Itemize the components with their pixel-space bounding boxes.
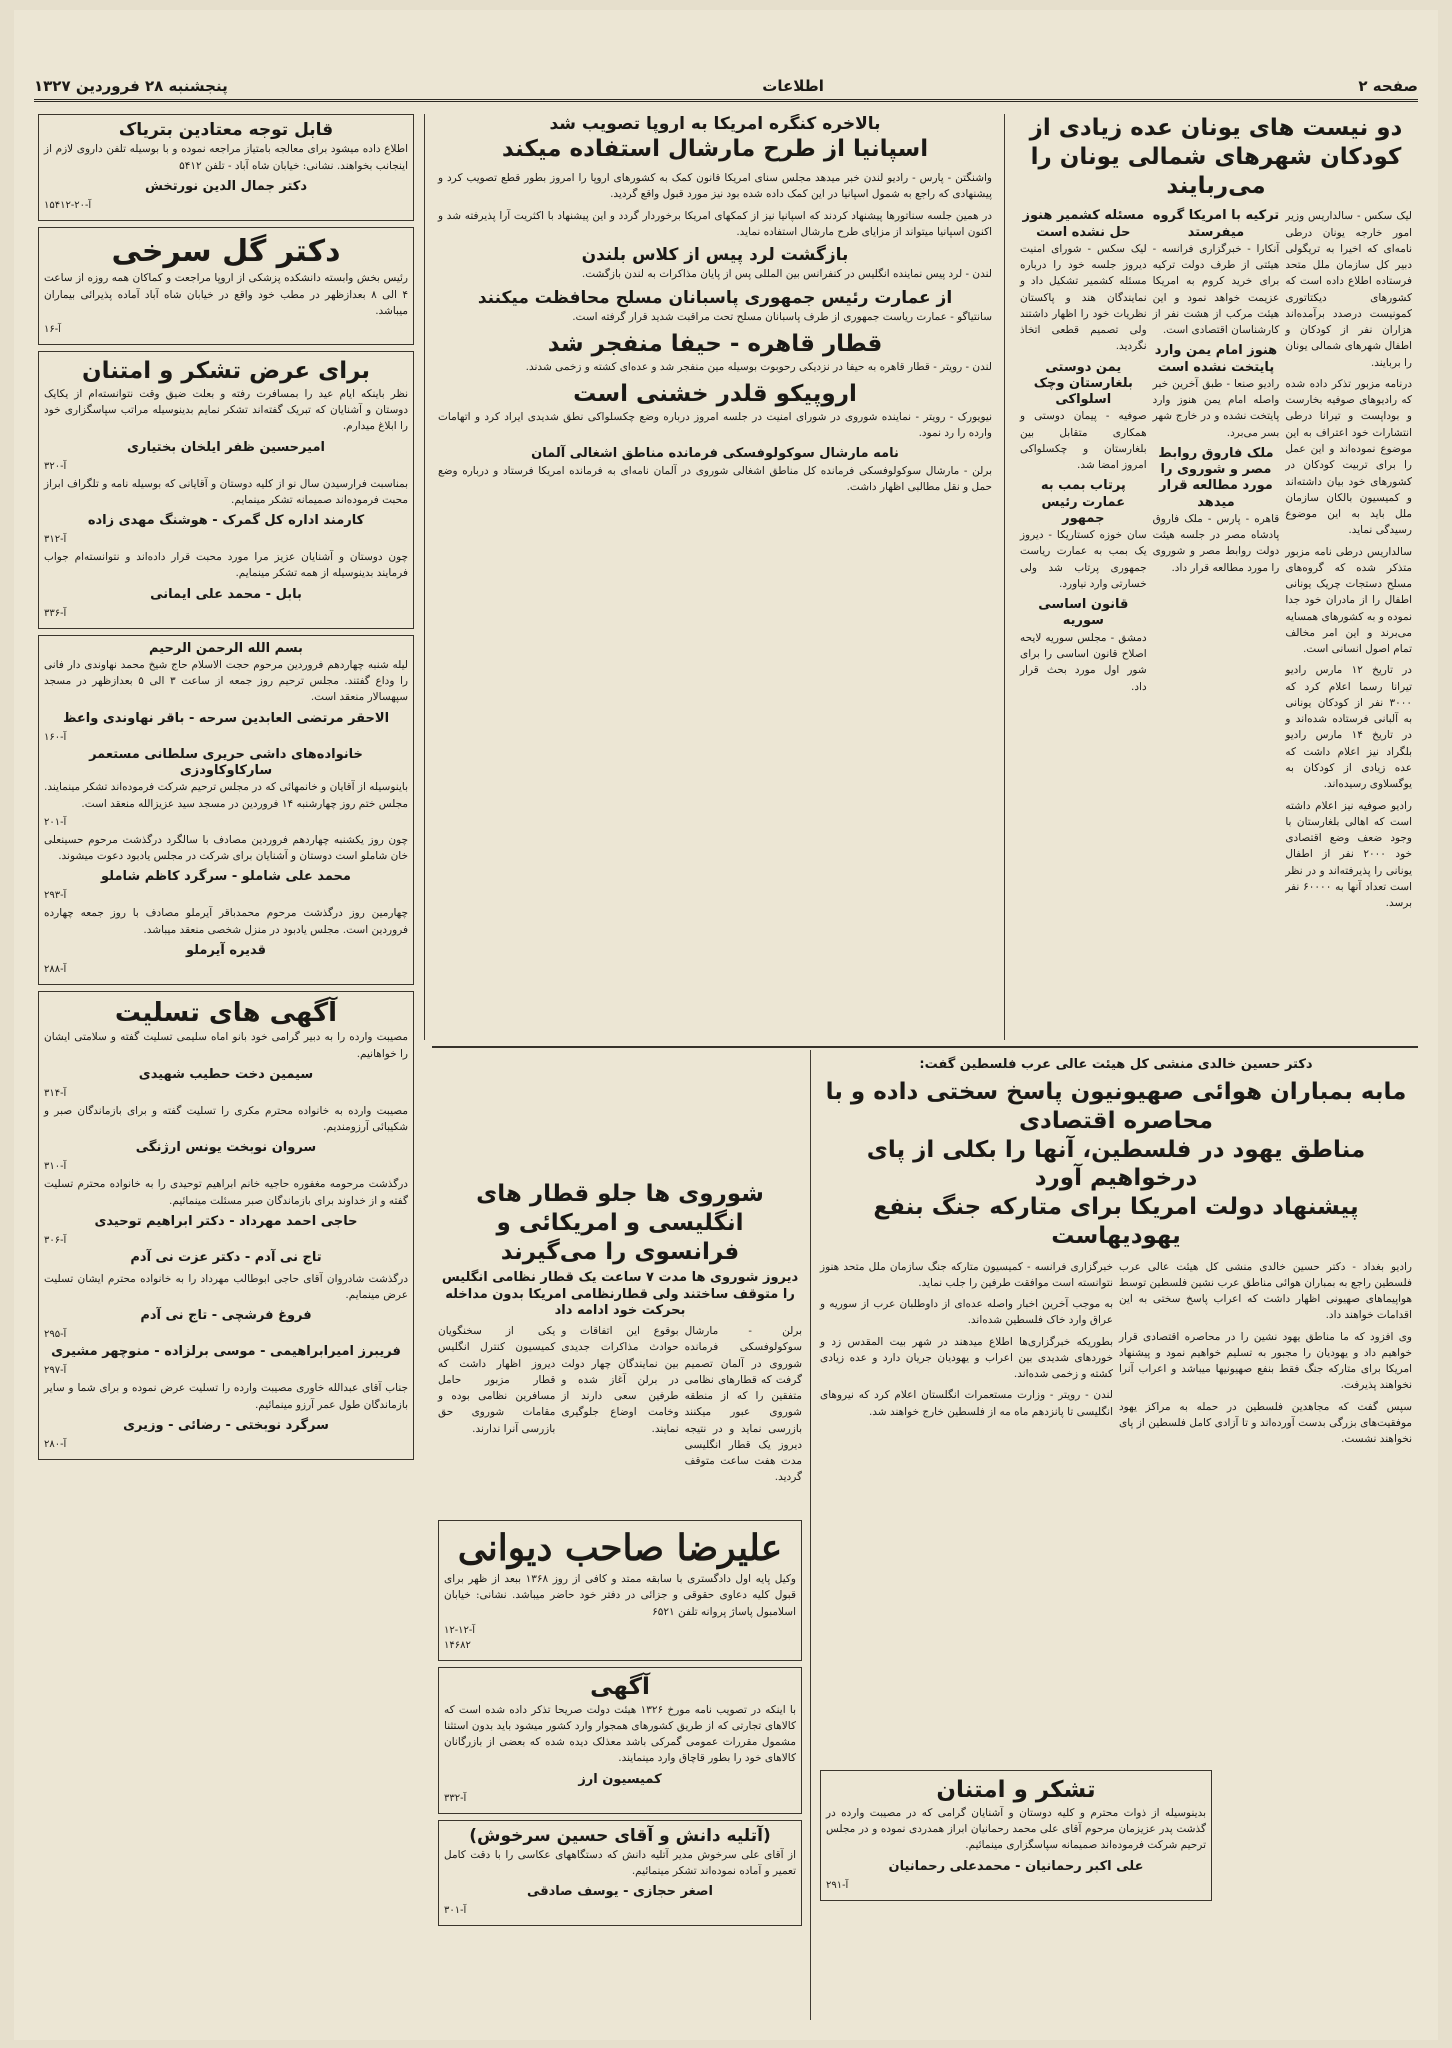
ad-thanks <box>38 351 414 629</box>
news-title: ترکیه با امریکا گروه میفرستد <box>1152 208 1280 240</box>
palestine-col-a <box>1119 1259 1412 1453</box>
paper-name: اطلاعات <box>762 76 824 95</box>
news-text: لیک سکس - شورای امنیت دیروز جلسه خود را درباره مسئله کشمیر تشکیل داد و نمایندگان هند و پاکستان نظریات خود را اظهار داشتند ولی تصمیم قطعی اتخاذ نگردید. <box>1019 242 1147 353</box>
ad-ref: آ-۲۸۰ <box>44 1438 67 1450</box>
ad-title: قابل توجه معتادین بتریاک <box>118 120 334 140</box>
newspaper-page <box>14 10 1438 2040</box>
ad-signature: حاجی احمد مهرداد - دکتر ابراهیم توحیدی <box>94 1213 358 1229</box>
ad-title: (آتلیه دانش و آقای حسین سرخوش) <box>469 1825 771 1846</box>
ad-ref: آ-۳۱۲ <box>44 534 67 546</box>
ad-text: بمناسبت فرارسیدن سال نو از کلیه دوستان و آقایانی که بوسیله نامه و تلگراف ابراز محبت فرموده‌اند صمیمانه تشکر مینمایم. <box>44 477 408 506</box>
ad-text: درگذشت مرحومه مغفوره حاجیه خانم ابراهیم توحیدی را به خانواده محترم تسلیت گفته و از خداوند برای بازماندگان صبر مسئلت مینمائیم. <box>44 1178 408 1207</box>
headline-palestine: مابه بمباران هوائی صهیونیون پاسخ سختی داده و با محاصره اقتصادی <box>825 1079 1407 1134</box>
headline-greece-children: دو نیست های یونان عده زیادی از کودکان شهرهای شمالی یونان را می‌ربایند <box>1029 115 1403 199</box>
article-text: لندن - رویتر - وزارت مستعمرات انگلستان اعلام کرد که نیروهای انگلیسی تا پانزدهم ماه مه از فلسطین خارج خواهند شد. <box>820 1389 1113 1418</box>
short-news-column-a <box>1153 208 1280 916</box>
ad-title: بسم الله الرحمن الرحیم <box>149 640 303 656</box>
ad-signature: دکتر جمال الدین نورتخش <box>144 178 308 194</box>
ad-text: چهارمین روز درگذشت مرحوم محمدباقر آیرملو مصادف با روز جمعه چهارده فروردین است. مجلس یادبود در منزل شخصی منعقد میباشد. <box>44 907 408 936</box>
ad-text: با اینکه در تصویب نامه مورخ ۱۳۲۶ هیئت دولت صریحا تذکر داده شده است که کالاهای تجارتی که از طریق کشورهای همجوار وارد کشور میشود باید بدون استثنا مشمول مقررات عمومی گمرکی باشد معذلک دیده شده که بعضی از بازرگانان کالاهای خود را بطور قاچاق وارد مینمایند. <box>444 1703 796 1765</box>
ad-ref: آ-۲۹۷ <box>44 1365 67 1377</box>
news-text: قاهره - پارس - ملک فاروق پادشاه مصر در جلسه هیئت دولت روابط مصر و شوروی را مورد مطالعه قرار داد. <box>1152 512 1280 574</box>
article-text: در همین جلسه سناتورها پیشنهاد کردند که اسپانیا نیز از کمکهای امریکا برخوردار گردد و این پیشنهاد با اکثریت آرا پذیرفته شد و اکنون اسپانیا میتواند از مزایای طرح مارشال استفاده نماید. <box>438 209 992 238</box>
condolence-section <box>38 991 414 1460</box>
news-text: لندن - لرد پیس نماینده انگلیس در کنفرانس بین المللی پس از پایان مذاکرات به لندن بازگشت. <box>581 268 992 281</box>
headline-spain-marshall: اسپانیا از طرح مارشال استفاده میکند <box>501 136 929 163</box>
ad-signature: علی اکبر رحمانیان - محمدعلی رحمانیان <box>888 1858 1144 1874</box>
ad-ref: آ-۲۰-۱۵۴۱۲ <box>44 199 92 211</box>
ad-ref: آ-۲۸۸ <box>44 963 67 975</box>
article-text: واشنگتن - پارس - رادیو لندن خبر میدهد مجلس سنای امریکا قانون کمک به کشورهای اروپا را امروز بطور قطع تصویب کرد و پیشنهادی که راجع به شمول اسپانیا در این کمک داده شده بود نیز مورد قبول واقع گردید. <box>438 172 992 201</box>
news-title: پرتاب بمب به عمارت رئیس جمهور <box>1040 478 1126 526</box>
ad-signature: تاج نی آدم - دکتر عزت نی آدم <box>130 1249 322 1265</box>
greece-article <box>1285 208 1412 916</box>
ad-signature: اصغر حجازی - یوسف صادقی <box>526 1884 714 1900</box>
article-text: به موجب آخرین اخبار واصله عده‌ای از داوطلبان عرب از سوریه و عراق وارد خاک فلسطین شده‌اند. <box>820 1298 1113 1327</box>
ad-ref: آ-۱۶۰ <box>44 731 67 743</box>
ad-lawyer <box>438 1520 802 1661</box>
ad-ref: ۱۴۶۸۲ <box>444 1639 471 1651</box>
ad-signature: سرگرد نوبختی - رضائی - وزیری <box>123 1417 329 1433</box>
headline-security-council: اروپیکو قلدر خشنی است <box>573 381 857 408</box>
article-text: برلن - مارشال سوکولوفسکی فرمانده شوروی در آلمان تصمیم گرفت که قطارهای نظامی متفقین را که از منطقه شوروی عبور میکنند بازرسی نماید و در نتیجه دیروز یک قطار انگلیسی مدت هفت ساعت متوقف گردید. <box>684 1325 802 1484</box>
news-text: سان خوزه کستاریکا - دیروز یک بمب به عمارت ریاست جمهوری پرتاب شد ولی خسارتی وارد نیاورد. <box>1019 529 1147 590</box>
ad-signature: محمد علی شاملو - سرگرد کاظم شاملو <box>101 869 351 885</box>
column-middle-news <box>432 114 998 1040</box>
ad-text: چون روز یکشنبه چهاردهم فروردین مصادف با سالگرد درگذشت مرحوم حسینعلی خان شاملو است دوستان و آشنایان برای شرکت در مجلس یادبود دعوت میشوند. <box>44 833 408 863</box>
ad-text: جناب آقای عبدالله خاوری مصیبت وارده را تسلیت عرض نموده و برای شما و سایر بازماندگان طول عمر آرزو مینمائیم. <box>44 1382 408 1411</box>
ad-ref: آ-۳۳۶ <box>44 607 67 619</box>
ad-ref: آ-۱۲-۱۲ <box>444 1624 476 1636</box>
ad-signature: قدیره آیرملو <box>185 942 267 958</box>
ad-signature: سروان نوبخت یونس ارژنگی <box>135 1140 317 1156</box>
news-text: رادیو صنعا - طبق آخرین خبر واصله امام یمن هنوز وارد پایتخت نشده و در خارج شهر بسر می‌برد. <box>1152 377 1280 439</box>
ad-title: دکتر گل سرخی <box>111 233 341 269</box>
headline-palestine-3: پیشنهاد دولت امریکا برای متارکه جنگ بنفع یهودیهاست <box>873 1194 1359 1249</box>
article-text: لیک سکس - سالداریس وزیر امور خارجه یونان درطی نامه‌ای که اخیرا به تریگولی دبیر کل سازمان ملل متحد فرستاده اطلاع داده است که کشورهای دیکتاتوری کمونیست درصدد برآمده‌اند هزاران نفر از کودکان و اطفال شهرهای شمالی یونان را بربایند. <box>1285 210 1412 369</box>
column-divider <box>810 1050 811 2020</box>
ad-text: لیله شنبه چهاردهم فروردین مرحوم حجت الاسلام حاج شیخ محمد نهاوندی دار فانی را وداع گفتند. مجلس ترحیم روز جمعه از ساعت ۳ الی ۵ بعدازظهر در مسجد سپهسالار منعقد است. <box>44 658 409 704</box>
ad-signature: الاحقر مرتضی العابدین سرحه - باقر نهاوندی واعظ <box>62 710 390 726</box>
issue-date: پنجشنبه ۲۸ فروردین ۱۳۲۷ <box>34 76 228 95</box>
news-text: صوفیه - پیمان دوستی و همکاری متقابل بین بلغارستان و چکسلواکی امروز امضا شد. <box>1019 410 1147 472</box>
news-text: نیویورک - رویتر - نماینده شوروی در شورای امنیت در جلسه امروز درباره وضع چکسلواکی نطق شدیدی ایراد کرد و اتهامات وارده را رد نمود. <box>438 410 992 440</box>
ad-memorial <box>38 635 414 985</box>
article-text: رادیو صوفیه نیز اعلام داشته است که اهالی بلغارستان با وجود ضعف وضع اقتصادی خود ۲۰۰۰ نفر از اطفال یونانی را پذیرفته‌اند و در نظر است تعداد آنها به ۶۰۰۰۰ نفر برسد. <box>1285 799 1412 910</box>
ad-text: باینوسیله از آقایان و خانمهائی که در مجلس ترحیم شرکت فرموده‌اند تشکر مینمایند. مجلس ختم روز چهارشنبه ۱۴ فروردین در مسجد سید عزیزالله منعقد است. <box>44 781 408 810</box>
ad-ref: آ-۱۶ <box>44 324 61 336</box>
ad-text: اطلاع داده میشود برای معالجه بامتیاز مراجعه نموده و با بوسیله تلفن داروی لازم از اینجانب بخواهند. نشانی: خیابان شاه آباد - تلفن ۵۴۱۲ <box>44 143 408 172</box>
subheadline-soviet-trains: دیروز شوروی ها مدت ۷ ساعت یک قطار نظامی انگلیس را متوقف ساختند ولی قطارنظامی امریکا بدون مداخله بحرکت خود ادامه داد <box>441 1270 799 1318</box>
middle-ads <box>432 1520 808 2020</box>
news-title: هنوز امام یمن وارد پایتخت نشده است <box>1154 343 1278 375</box>
ad-text: درگذشت شادروان آقای حاجی ابوطالب مهرداد را به خانواده محترم ایشان تسلیت عرض مینمایم. <box>44 1272 408 1302</box>
ad-studio <box>438 1820 802 1927</box>
article-text: سالداریس درطی نامه مزبور متذکر شده که گروه‌های مسلح دستجات چریک یونانی اطفال را از مادران خود جدا نموده و به کشورهای همسایه می‌برند و این امر مخالف تمام اصول انسانی است. <box>1285 545 1412 656</box>
news-text: سانتیاگو - عمارت ریاست جمهوری از طرف پاسبانان مسلح تحت مراقبت شدید قرار گرفته است. <box>572 310 992 323</box>
article-text: بوقوع این اتفاقات و حوادث مذاکرات جدیدی بین نمایندگان چهار دولت در برلن آغاز شده و طرفین سعی دارند از وخامت اوضاع جلوگیری نمایند. <box>561 1325 679 1435</box>
ad-signature: فروغ فرشچی - تاج نی آدم <box>140 1308 312 1324</box>
soviet-trains-article <box>432 1180 808 1500</box>
ad-ref: آ-۳۲۰ <box>44 460 67 472</box>
ad-title: خانواده‌های داشی حریری سلطانی مستعمر سارکاوکاودزی <box>89 746 363 778</box>
ad-title: برای عرض تشکر و امتنان <box>81 358 371 385</box>
thanks-section <box>814 1770 1218 2020</box>
quote-line: دکتر حسین خالدی منشی کل هیئت عالی عرب فلسطین گفت: <box>919 1057 1313 1072</box>
ad-signature: کارمند اداره کل گمرک - هوشنگ مهدی زاده <box>87 513 365 529</box>
headline-soviet-trains: شوروی ها جلو قطار های انگلیسی و امریکائی و <box>476 1181 764 1236</box>
headline-soviet-trains-2: فرانسوی را می‌گیرند <box>500 1238 740 1265</box>
section-title: آگهی های تسلیت <box>114 997 338 1028</box>
news-title: مسئله کشمیر هنوز حل نشده است <box>1022 208 1145 240</box>
news-text: دمشق - مجلس سوریه لایحه اصلاح قانون اساسی را برای شور اول مورد بحث قرار داد. <box>1019 631 1147 693</box>
ad-ref: آ-۲۹۵ <box>44 1329 67 1341</box>
column-left-ads <box>32 114 420 2020</box>
ad-ref: آ-۳۰۱ <box>444 1905 467 1917</box>
section-divider <box>432 1046 1418 1048</box>
news-title: قانون اساسی سوریه <box>1038 597 1129 629</box>
ad-signature: فریبرز امیرابراهیمی - موسی برلزاده - منوچهر مشیری <box>51 1344 401 1360</box>
ad-opium-addicts <box>38 114 414 221</box>
column-divider <box>424 114 425 1040</box>
ad-signature: سیمین دخت حطیب شهیدی <box>138 1066 314 1082</box>
news-text: برلن - مارشال سوکولوفسکی فرمانده کل مناطق اشغالی شوروی در آلمان نامه‌ای به فرمانده امریکا فرستاد و درباره وضع حمل و نقل مطالبی اظهار داشت. <box>438 464 992 493</box>
ad-text: مصیبت وارده به خانواده محترم مکری را تسلیت گفته و برای بازماندگان صبر و شکیبائی آرزومندیم. <box>44 1104 408 1134</box>
article-text: بطوریکه خبرگزاری‌ها اطلاع میدهند در شهر بیت المقدس زد و خوردهای شدیدی بین اعراب و یهودیان جریان دارد و عده زیادی کشته و زخمی شده‌اند. <box>820 1335 1113 1381</box>
ad-title: تشکر و امتنان <box>936 1777 1096 1803</box>
ad-text: وکیل پایه اول دادگستری با سابقه ممتد و کافی از روز ۱۳۶۸ ببعد از ظهر برای قبول کلیه دعاوی حقوقی و جزائی در دفتر خود حاضر میباشد. نشانی: خیابان اسلامبول پاساژ پروانه تلفن ۶۵۲۱ <box>444 1573 796 1618</box>
ad-ref: آ-۳۰۶ <box>44 1234 67 1246</box>
ad-title: علیرضا صاحب دیوانی <box>457 1527 783 1569</box>
article-text: سپس گفت که مجاهدین فلسطین در حمله به مراکز یهود موفقیت‌های بزرگی بدست آورده‌اند و تا آزادی کامل فلسطین از پای نخواهند نشست. <box>1119 1400 1412 1446</box>
ad-text: رئیس بخش وابسته دانشکده پزشکی از اروپا مراجعت و کماکان همه روزه از ساعت ۴ الی ۸ بعدازظهر در مطب خود واقع در خیابان شاه آباد آماده پذیرائی بیماران میباشد. <box>44 272 408 317</box>
headline-us-aid: بالاخره کنگره امریکا به اروپا تصویب شد <box>549 114 881 134</box>
article-text: در تاریخ ۱۲ مارس رادیو تیرانا رسما اعلام کرد که ۳۰۰۰ نفر از کودکان یونانی به آلبانی فرستاده شده‌اند و در تاریخ ۱۴ مارس رادیو بلگراد نیز اعلام داشت که عده زیادی از کودکان به یوگسلاوی رسیده‌اند. <box>1285 664 1412 791</box>
article-text: خبرگزاری فرانسه - کمیسیون متارکه جنگ سازمان ملل متحد هنوز نتوانسته است موافقت طرفین را جلب نماید. <box>820 1260 1113 1289</box>
palestine-col-b <box>820 1259 1113 1453</box>
ad-ref: آ-۲۹۳ <box>44 890 67 902</box>
news-title: یمن دوستی بلغارستان وچک اسلواکی <box>1033 359 1133 408</box>
ad-signature: بابل - محمد علی ایمانی <box>150 586 302 602</box>
ad-thanks-rahmanian <box>820 1770 1212 1901</box>
ad-text: چون دوستان و آشنایان عزیز مرا مورد محبت قرار داده‌اند و نتوانسته‌ام جواب فرمایند بدینوسیله از همه تشکر مینمایم. <box>44 551 408 580</box>
article-text: وی افزود که ما مناطق یهود نشین را در محاصره اقتصادی قرار خواهیم داد و یهودیان را مجبور به تسلیم خواهیم نمود و پیشنهاد امریکا برای متارکه جنگ فقط بنفع صهیونیها میباشد و اعراب آنرا نخواهند پذیرفت. <box>1119 1330 1412 1392</box>
ad-ref: آ-۳۳۲ <box>444 1792 467 1804</box>
ad-notice <box>438 1667 802 1814</box>
news-title: از عمارت رئیس جمهوری پاسبانان مسلح محافظت میکنند <box>477 287 953 308</box>
news-title: ملک فاروق روابط مصر و شوروی را مورد مطالعه قرار میدهد <box>1158 445 1274 510</box>
masthead <box>34 72 1418 102</box>
ad-ref: آ-۲۹۱ <box>826 1879 849 1891</box>
headline-train-explosion: قطار قاهره - حیفا منفجر شد <box>547 331 883 358</box>
ad-ref: آ-۳۱۰ <box>44 1161 67 1173</box>
short-news-column-b <box>1020 208 1147 916</box>
page-number: صفحه ۲ <box>1358 76 1418 95</box>
news-text: آنکارا - خبرگزاری فرانسه - هیئتی از طرف دولت ترکیه برای خرید کروم به امریکا عزیمت خواهد نمود و این هیئت مرکب از هشت نفر از کارشناسان اقتصادی است. <box>1152 242 1280 337</box>
article-text: یکی از سخنگویان کمیسیون کنترل انگلیس دیروز اظهار داشت که قطار مزبور حامل مسافرین نظامی بوده و مقامات شوروی حق بازرسی آنرا ندارند. <box>438 1325 556 1435</box>
news-title: بازگشت لرد پیس از کلاس بلندن <box>581 245 849 266</box>
ad-text: مصیبت وارده را به دبیر گرامی خود بانو اماه سلیمی تسلیت گفته و سلامتی ایشان را خواهانیم. <box>44 1031 408 1060</box>
news-text: لندن - رویتر - قطار قاهره به حیفا در نزدیکی رحوبوت بوسیله مین منفجر شد و عده‌ای کشته و زخمی شدند. <box>525 360 992 373</box>
ad-text: از آقای علی سرخوش مدیر آتلیه دانش که دستگاههای عکاسی را با دقت کامل تعمیر و آماده نموده‌اند تشکر مینمائیم. <box>444 1848 796 1878</box>
ad-dr-golsorkhi <box>38 227 414 345</box>
article-text: درنامه مزبور تذکر داده شده که رادیوهای صوفیه بخارست و بوداپست و تیرانا درطی انتشارات خود اعتراف به این موضوع نموده‌اند و این عمل را برای تربیت کودکان در کشورهای خود بیان داشته‌اند و کمیسیون بالکان سازمان ملل باید به این موضوع رسیدگی نماید. <box>1285 377 1412 537</box>
ad-ref: آ-۳۱۴ <box>44 1087 67 1099</box>
ad-text: بدینوسیله از ذوات محترم و کلیه دوستان و آشنایان گرامی که در مصیبت وارده در گذشت پدر عزیزمان مرحوم آقای علی محمد رحمانیان ابراز همدردی نموده و در مجلس ترحیم شرکت فرموده‌اند صمیمانه سپاسگزاری مینمائیم. <box>826 1806 1206 1852</box>
ad-signature: امیرحسین ظفر ایلخان بختیاری <box>127 439 325 455</box>
ad-title: آگهی <box>590 1673 650 1700</box>
headline-palestine-2: مناطق یهود در فلسطین، آنها را بکلی از پای درخواهیم آورد <box>866 1136 1366 1192</box>
article-text: رادیو بغداد - دکتر حسین خالدی منشی کل هیئت عالی عرب فلسطین راجع به بمباران هوائی مناطق عرب نشین فلسطین توسط هواپیماهای صهیونی اظهار داشت که اعراب پاسخ سختی به این اقدامات خواهند داد. <box>1119 1260 1412 1322</box>
ad-text: نظر باینکه ایام عید را بمسافرت رفته و بعلت ضیق وقت نتوانسته‌ام از یکایک دوستان و آشنایان که تبریک گفته‌اند تشکر نمایم بدینوسیله مراتب سپاسگزاری خود را ابلاغ میدارم. <box>44 387 408 433</box>
column-right-news <box>1014 114 1418 1040</box>
column-divider <box>1004 114 1005 1040</box>
news-title: نامه مارشال سوکولوفسکی فرمانده مناطق اشغالی آلمان <box>531 446 899 462</box>
ad-signature: کمیسیون ارز <box>578 1771 662 1787</box>
ad-ref: آ-۲۰۱ <box>44 816 67 828</box>
